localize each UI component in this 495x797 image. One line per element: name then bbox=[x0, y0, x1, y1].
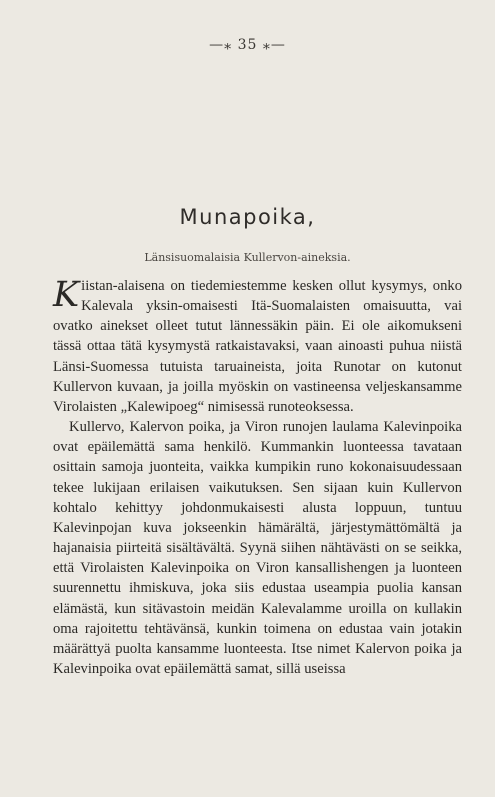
paragraph-1 bbox=[53, 276, 462, 417]
paragraph-1-text: iistan-alaisena on tiedemiestemme kesken ollut kysymys, onko Kalevala yksin-omaisesti Itä-Suomalaisten omaisuutta, vai ovatko ainekset olleet tutut lännessäkin päin. Ei ole aikomukseni tässä ottaa tätä kysymystä ratkaistavaksi, vaan ainoasti puhua niistä Länsi-Suomessa tutuista taruaineista, joita Runotar on kutonut Kullervon kuvaan, ja joilla myöskin on vastineensa veljeskansamme Virolaisten „Kalewipoeg“ nimisessä runoteoksessa. bbox=[53, 278, 462, 415]
chapter-subtitle: Länsisuomalaisia Kullervon-aineksia. bbox=[144, 251, 351, 264]
page-number: —⁎ 35 ⁎— bbox=[209, 37, 286, 53]
chapter-title: Munapoika, bbox=[179, 205, 316, 229]
body-text bbox=[53, 276, 462, 679]
paragraph-2: Kullervo, Kalervon poika, ja Viron runojen laulama Kalevinpoika ovat epäilemättä sama henkilö. Kummankin luonteessa tavataan osittain samoja juonteita, vaikka kumpikin runo kokonaisuudessaan tekee lukijaan erilaisen vaikutuksen. Sen sijaan kuin Kullervon kohtalo kehittyy johdonmukaisesti alusta loppuun, tuntuu Kalevinpojan kuva jokseenkin hämärältä, järjestymättömältä ja hajanaisia piirteitä sisältävältä. Syynä siihen nähtävästi on se seikka, että Virolaisten Kalevinpoika on Viron kansallishengen ja luonteen suurennettu ihmiskuva, joka siis edustaa useampia puolia kansan elämästä, kun sitävastoin meidän Kalevalamme uroilla on kullakin oma rajoitettu tehtävänsä, kunkin toimena on edustaa vain jotakin määrättyä puolta kansamme luonteesta. Itse nimet Kalervon poika ja Kalevinpoika ovat epäilemättä samat, sillä useissa bbox=[53, 419, 462, 677]
drop-cap: K bbox=[53, 275, 80, 315]
